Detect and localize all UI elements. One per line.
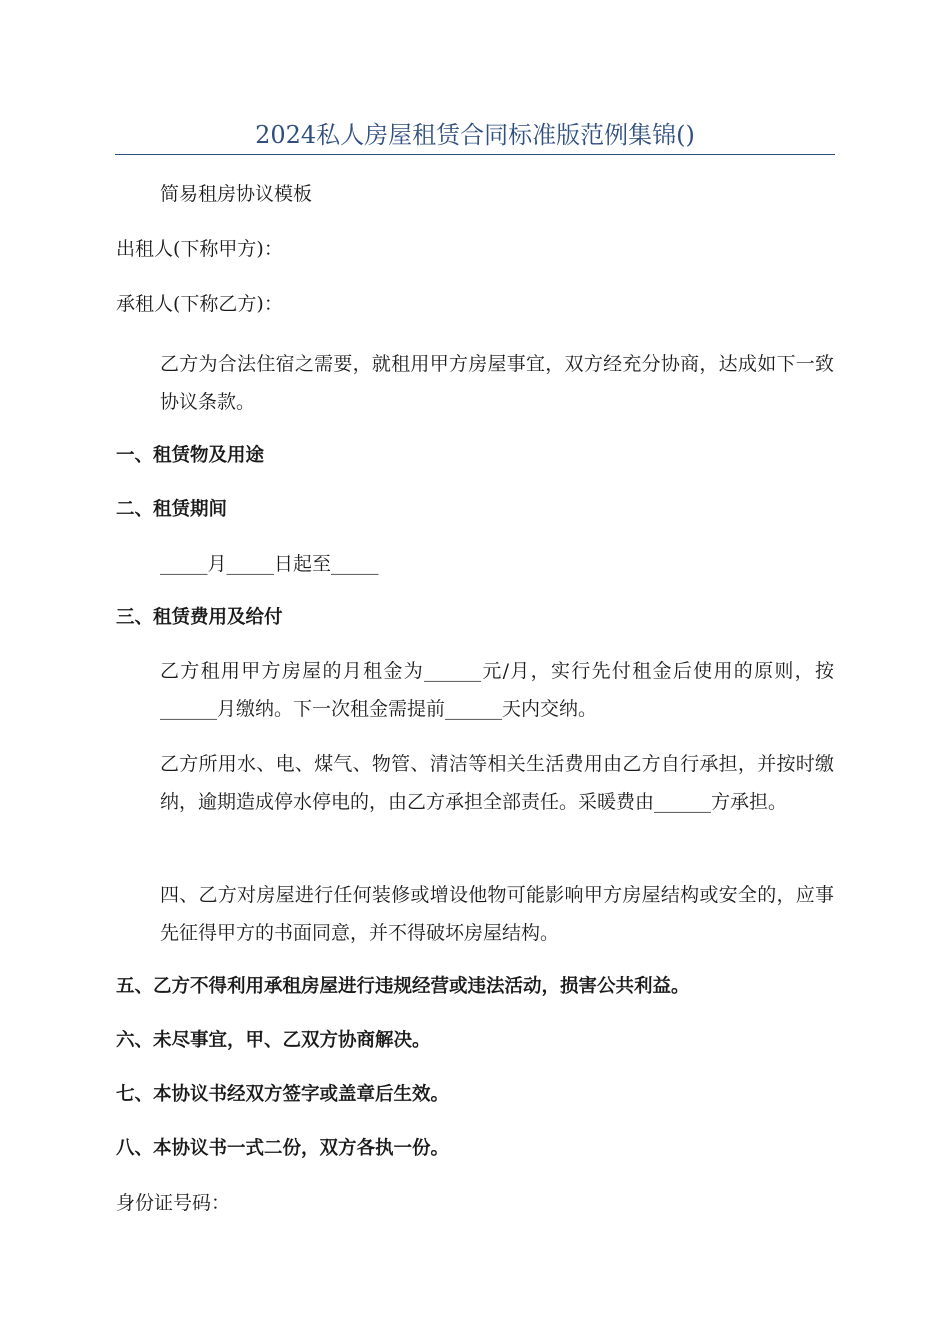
- rent-paragraph: 乙方租用甲方房屋的月租金为______元/月，实行先付租金后使用的原则，按______月缴纳。下一次租金需提前______天内交纳。: [160, 660, 834, 720]
- intro-paragraph: 乙方为合法住宿之需要，就租用甲方房屋事宜，双方经充分协商，达成如下一致协议条款。: [160, 353, 834, 413]
- lessor-line: 出租人(下称甲方)：: [116, 238, 283, 260]
- section-2-heading: 二、租赁期间: [116, 499, 228, 520]
- id-number-label: 身份证号码：: [116, 1192, 231, 1214]
- subtitle: 简易租房协议模板: [160, 183, 313, 205]
- section-8-heading: 八、本协议书一式二份，双方各执一份。: [116, 1138, 450, 1159]
- title-underline: [115, 154, 835, 155]
- section-7-heading: 七、本协议书经双方签字或盖章后生效。: [116, 1084, 450, 1105]
- section-1-heading: 一、租赁物及用途: [116, 445, 265, 466]
- section-6-heading: 六、未尽事宜，甲、乙双方协商解决。: [116, 1030, 431, 1051]
- lessee-line: 承租人(下称乙方)：: [116, 293, 283, 315]
- section-5-heading: 五、乙方不得利用承租房屋进行违规经营或违法活动，损害公共利益。: [116, 976, 690, 997]
- rental-period-line: _____月_____日起至_____: [160, 553, 379, 575]
- document-title: 2024私人房屋租赁合同标准版范例集锦(): [255, 121, 695, 149]
- section-3-heading: 三、租赁费用及给付: [116, 607, 283, 628]
- utilities-paragraph: 乙方所用水、电、煤气、物管、清洁等相关生活费用由乙方自行承担，并按时缴纳，逾期造成停水停电的，由乙方承担全部责任。采暖费由______方承担。: [160, 753, 834, 813]
- section-4-paragraph: 四、乙方对房屋进行任何装修或增设他物可能影响甲方房屋结构或安全的，应事先征得甲方的书面同意，并不得破坏房屋结构。: [160, 884, 834, 944]
